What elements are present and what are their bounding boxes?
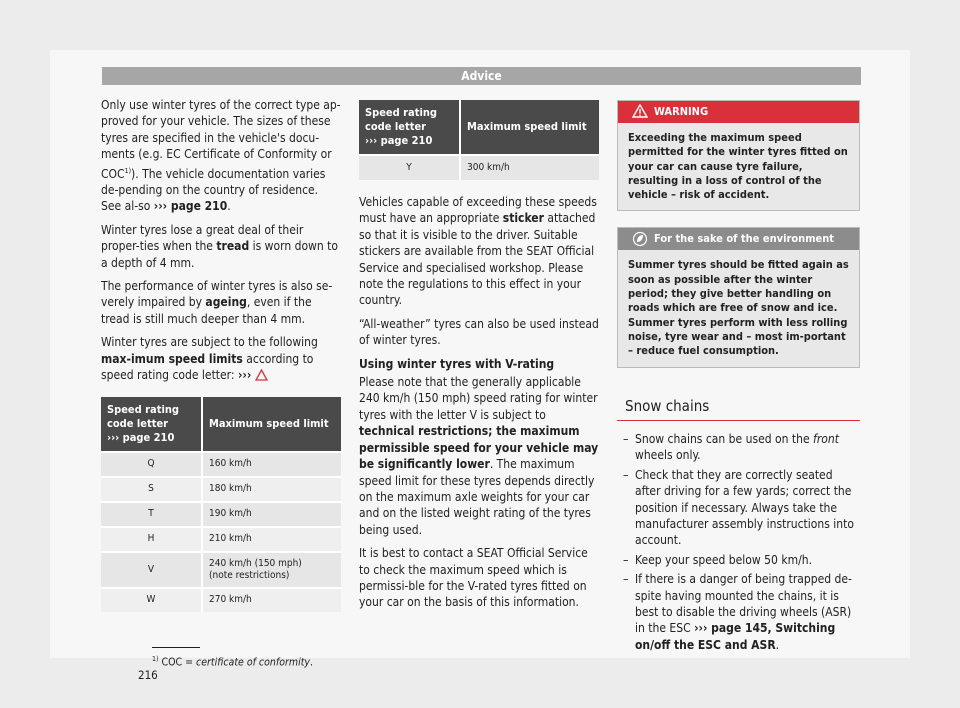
footnote-divider <box>152 647 200 648</box>
speed-limit-cell: 190 km/h <box>202 502 341 527</box>
snow-chains-list <box>617 431 860 653</box>
speed-code-cell: W <box>101 588 202 612</box>
table-header-limit: Maximum speed limit <box>202 397 341 452</box>
list-item: – Snow chains can be used on the front wheels only. <box>617 431 860 464</box>
manual-page <box>50 50 910 682</box>
speed-code-cell: T <box>101 502 202 527</box>
table-row <box>101 452 341 477</box>
warning-box-text: Exceeding the maximum speed permitted for the winter tyres fitted on your car can cause tyre failure, resulting in a loss of control of the vehicle – risk of accident. <box>618 123 859 210</box>
page-number: 216 <box>138 668 158 682</box>
column-right <box>617 100 860 656</box>
section-header: Advice <box>102 67 861 85</box>
table-header-code: Speed rating code letter ››› page 210 <box>359 100 460 155</box>
speed-limit-cell: 210 km/h <box>202 527 341 552</box>
table-page-link[interactable]: ››› page 210 <box>365 134 433 147</box>
environment-box <box>617 227 860 367</box>
paragraph-ageing: The performance of winter tyres is also se-verely impaired by ageing, even if the tread is still much deeper than 4 mm. <box>101 279 333 326</box>
warning-link[interactable]: ››› <box>237 368 252 383</box>
list-item: – Check that they are correctly seated after driving for a few yards; correct the position if necessary. Always take the manufacturer assembly instructions into account. <box>617 467 860 549</box>
speed-code-cell: V <box>101 552 202 588</box>
speed-code-cell: S <box>101 477 202 502</box>
speed-limit-cell: 180 km/h <box>202 477 341 502</box>
table-row <box>101 588 341 612</box>
paragraph-sticker: Vehicles capable of exceeding these speeds must have an appropriate sticker attached so that it is visible to the driver. Suitable stickers are available from the SEAT Official Service and specialised workshop. Please note the regulations to this effect in your country. <box>359 195 597 308</box>
table-header-code: Speed rating code letter ››› page 210 <box>101 397 202 452</box>
speed-code-cell: Q <box>101 452 202 477</box>
table-header-limit: Maximum speed limit <box>460 100 599 155</box>
speed-limit-cell: 240 km/h (150 mph) (note restrictions) <box>202 552 341 588</box>
column-left <box>101 97 341 612</box>
table-page-link[interactable]: ››› page 210 <box>107 430 175 444</box>
paragraph-tread: Winter tyres lose a great deal of their proper-ties when the tread is worn down to a depth of 4 mm. <box>101 222 338 270</box>
table-row <box>101 552 341 588</box>
footnote: $^{1)}$ COC = certificate of conformity. <box>152 655 313 669</box>
paragraph-v-rating: Please note that the generally applicable 240 km/h (150 mph) speed rating for winter tyres with the letter V is subject to technical restrictions; the maximum permissible speed for your vehicle may be significantly lower. The maximum speed limit for these tyres depends directly on the maximum axle weights for your car and on the listed weight rating of the tyres being used. <box>359 375 599 537</box>
table-row: Y 300 km/h <box>359 155 599 180</box>
warning-icon <box>632 104 648 118</box>
paragraph-speed-limits: Winter tyres are subject to the following max-imum speed limits according to speed rating code letter: ››› <box>101 335 318 383</box>
warning-box <box>617 100 860 211</box>
subheading-v-rating: Using winter tyres with V-rating <box>359 356 555 371</box>
table-row <box>101 502 341 527</box>
page-link-210[interactable]: ››› page 210 <box>153 199 228 214</box>
paragraph-contact-service: It is best to contact a SEAT Official Service to check the maximum speed which is permissi-ble for the V-rated tyres fitted on your car on the basis of this information. <box>359 546 588 610</box>
environment-box-header: For the sake of the environment <box>618 228 859 250</box>
table-row <box>101 477 341 502</box>
environment-leaf-icon <box>632 231 648 247</box>
speed-limit-cell: 270 km/h <box>202 588 341 612</box>
warning-triangle-icon <box>255 369 268 381</box>
page-link-145[interactable]: ››› page 145, Switching on/off the ESC and ASR <box>635 621 836 652</box>
environment-box-text: Summer tyres should be fitted again as soon as possible after the winter period; they give better handling on roads which are free of snow and ice. Summer tyres perform with less rolling noise, tyre wear and – most im-portant – reduce fuel consumption. <box>618 250 859 366</box>
paragraph-tyre-type: Only use winter tyres of the correct type ap-proved for your vehicle. The sizes of these tyres are specified in the vehicle's docu-ments (e.g. EC Certificate of Conformity or COC$^{1)}$). The vehicle documentation varies de-pending on the country of residence. See al-so ››› page 210. <box>101 98 341 214</box>
speed-limit-cell: 160 km/h <box>202 452 341 477</box>
column-middle <box>359 100 599 618</box>
speed-limit-table-continued <box>359 100 599 180</box>
table-row <box>101 527 341 552</box>
snow-chains-heading: Snow chains <box>617 384 860 421</box>
list-item: – If there is a danger of being trapped de-spite having mounted the chains, it is best to disable the driving wheels (ASR) in the ESC ››› page 145, Switching on/off the ESC and ASR. <box>617 571 860 653</box>
warning-box-header: WARNING <box>618 101 859 123</box>
speed-code-cell: H <box>101 527 202 552</box>
paragraph-all-weather: “All-weather” tyres can also be used instead of winter tyres. <box>359 316 599 348</box>
list-item: – Keep your speed below 50 km/h. <box>617 552 860 568</box>
speed-limit-table <box>101 397 341 612</box>
footnote-ref: 1) <box>124 166 132 175</box>
